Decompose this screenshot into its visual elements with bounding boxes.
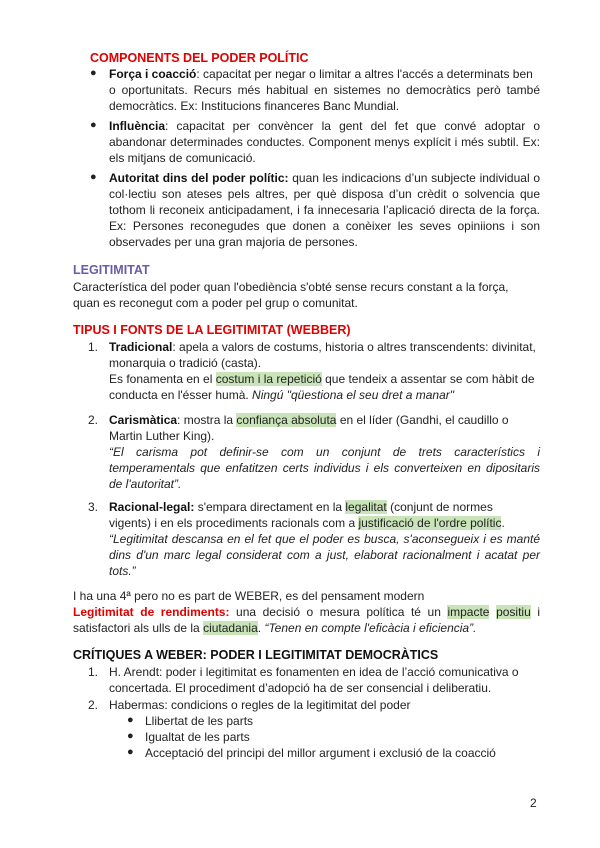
bullet-icon: ● — [127, 746, 134, 758]
quote-legal-3: tots.” — [109, 564, 136, 578]
highlight: impacte — [447, 605, 490, 619]
highlight: positiu — [496, 605, 531, 619]
item-autoritat: Autoritat dins del poder polític: quan les indicacions d’un subjecte individual o — [109, 171, 540, 185]
bullet-icon: ● — [90, 67, 97, 79]
tipus-racional-line2: vigents) i en els procediments racionals com a justificació de l'ordre polític. — [109, 516, 505, 530]
page-number: 2 — [530, 796, 537, 810]
quote-carisma-1: “El carisma pot definir-se com un conjunt de trets característics i — [109, 445, 540, 459]
item-autoritat-line2: col·lectiu son ateses pels altres, per què disposa d’un crèdit o solvencia que — [109, 187, 540, 201]
item-influencia: Influència: capacitat per convèncer la gent del fet que convé adoptar o — [109, 119, 540, 133]
tipus-tradicional: Tradicional: apela a valors de costums, historia o altres transcendents: divinitat, — [109, 340, 536, 354]
item-forca-line2: o oportunitats. Recurs més habitual en sistemes no democràtics però també — [109, 83, 540, 97]
quote-legal-2: dins d'un marc legal considerat com a just, elaborat racionalment i acatat per — [109, 548, 540, 562]
highlight: justificació de l'ordre polític — [358, 516, 502, 530]
item-autoritat-line3: tothom li reconeix anticipadament, i fa innecesaria l’aplicació directa de la força. — [109, 203, 540, 217]
tipus-tradicional-line4: conducta en l'ésser humà. Ningú "qüestiona el seu dret a manar" — [109, 388, 455, 402]
tipus-tradicional-line3: Es fonamenta en el costum i la repetició que tendeix a assentar se com hàbit de — [109, 372, 535, 386]
tipus-racional: Racional-legal: s'empara directament en la legalitat (conjunt de normes — [109, 500, 493, 514]
tipus-carismatica-line2: Martin Luther King). — [109, 429, 215, 443]
bullet-icon: ● — [90, 171, 97, 183]
quote-legal-1: “Legitimitat descansa en el fet que el poder es busca, s'aconsegueix i es manté — [109, 532, 540, 546]
legitimitat-heading: LEGITIMITAT — [73, 263, 150, 277]
tipus-carismatica: Carismàtica: mostra la confiança absoluta en el líder (Gandhi, el caudillo o — [109, 413, 509, 427]
bullet-icon: ● — [90, 119, 97, 131]
habermas-sub-2: Igualtat de les parts — [145, 730, 250, 744]
extra-rendiments: Legitimitat de rendiments: una decisió o mesura política té un impacte positiu i — [73, 605, 540, 619]
item-autoritat-line5: observades per una gran majoria de persones. — [109, 235, 358, 249]
list-number: 2. — [88, 698, 99, 712]
list-number: 2. — [88, 413, 99, 427]
bullet-icon: ● — [127, 714, 134, 726]
highlight: costum i la repetició — [215, 372, 322, 386]
item-forca-line3: democràtics. Ex: Institucions financeres Banc Mundial. — [109, 99, 400, 113]
highlight: ciutadania — [203, 621, 258, 635]
item-forca: Força i coacció: capacitat per negar o limitar a altres l'accés a determinats ben — [109, 67, 533, 81]
item-influencia-line2: abandonar determinades conductes. Component menys explícit i més subtil. Ex: — [109, 135, 540, 149]
list-number: 1. — [88, 665, 99, 679]
list-number: 1. — [88, 340, 99, 354]
legitimitat-line2: quan es reconegut com a poder pel grup o comunitat. — [73, 296, 358, 310]
quote-carisma-3: de l'autoritat”. — [109, 477, 182, 491]
critiques-heading: CRÍTIQUES A WEBER: PODER I LEGITIMITAT DEMOCRÀTICS — [73, 648, 439, 662]
highlight: legalitat — [345, 500, 387, 514]
item-autoritat-line4: Ex: Persones reconegudes que donen a conèixer les seves opiniions i son — [109, 219, 540, 233]
habermas-sub-3: Acceptació del principi del millor argument i exclusió de la coacció — [145, 746, 496, 760]
extra-intro: I ha una 4ª pero no es part de WEBER, es del pensament modern — [73, 589, 425, 603]
bullet-icon: ● — [127, 730, 134, 742]
critique-arendt-line1: H. Arendt: poder i legitimitat es fonamenten en idea de l’acció comunicativa o — [109, 665, 519, 679]
highlight: confiança absoluta — [236, 413, 337, 427]
tipus-tradicional-line2: monarquia o tradició (casta). — [109, 356, 262, 370]
item-influencia-line3: els mitjans de comunicació. — [109, 151, 256, 165]
critique-arendt-line2: concertada. El procediment d’adopció ha de ser consencial i deliberatiu. — [109, 681, 492, 695]
critique-habermas: Habermas: condicions o regles de la legitimitat del poder — [109, 698, 411, 712]
quote-carisma-2: temperamentals que enfatitzen certs individus i els converteixen en dipositaris — [109, 461, 540, 475]
extra-rendiments-line2: satisfactori als ulls de la ciutadania. “Tenen en compte l'eficàcia i eficiencia”. — [73, 621, 477, 635]
legitimitat-line1: Característica del poder quan l'obediència s'obté sense recurs constant a la força, — [73, 280, 509, 294]
list-number: 3. — [88, 500, 99, 514]
components-heading: COMPONENTS DEL PODER POLÍTIC — [90, 51, 309, 65]
habermas-sub-1: Llibertat de les parts — [145, 714, 254, 728]
tipus-heading: TIPUS I FONTS DE LA LEGITIMITAT (WEBBER) — [73, 323, 351, 337]
